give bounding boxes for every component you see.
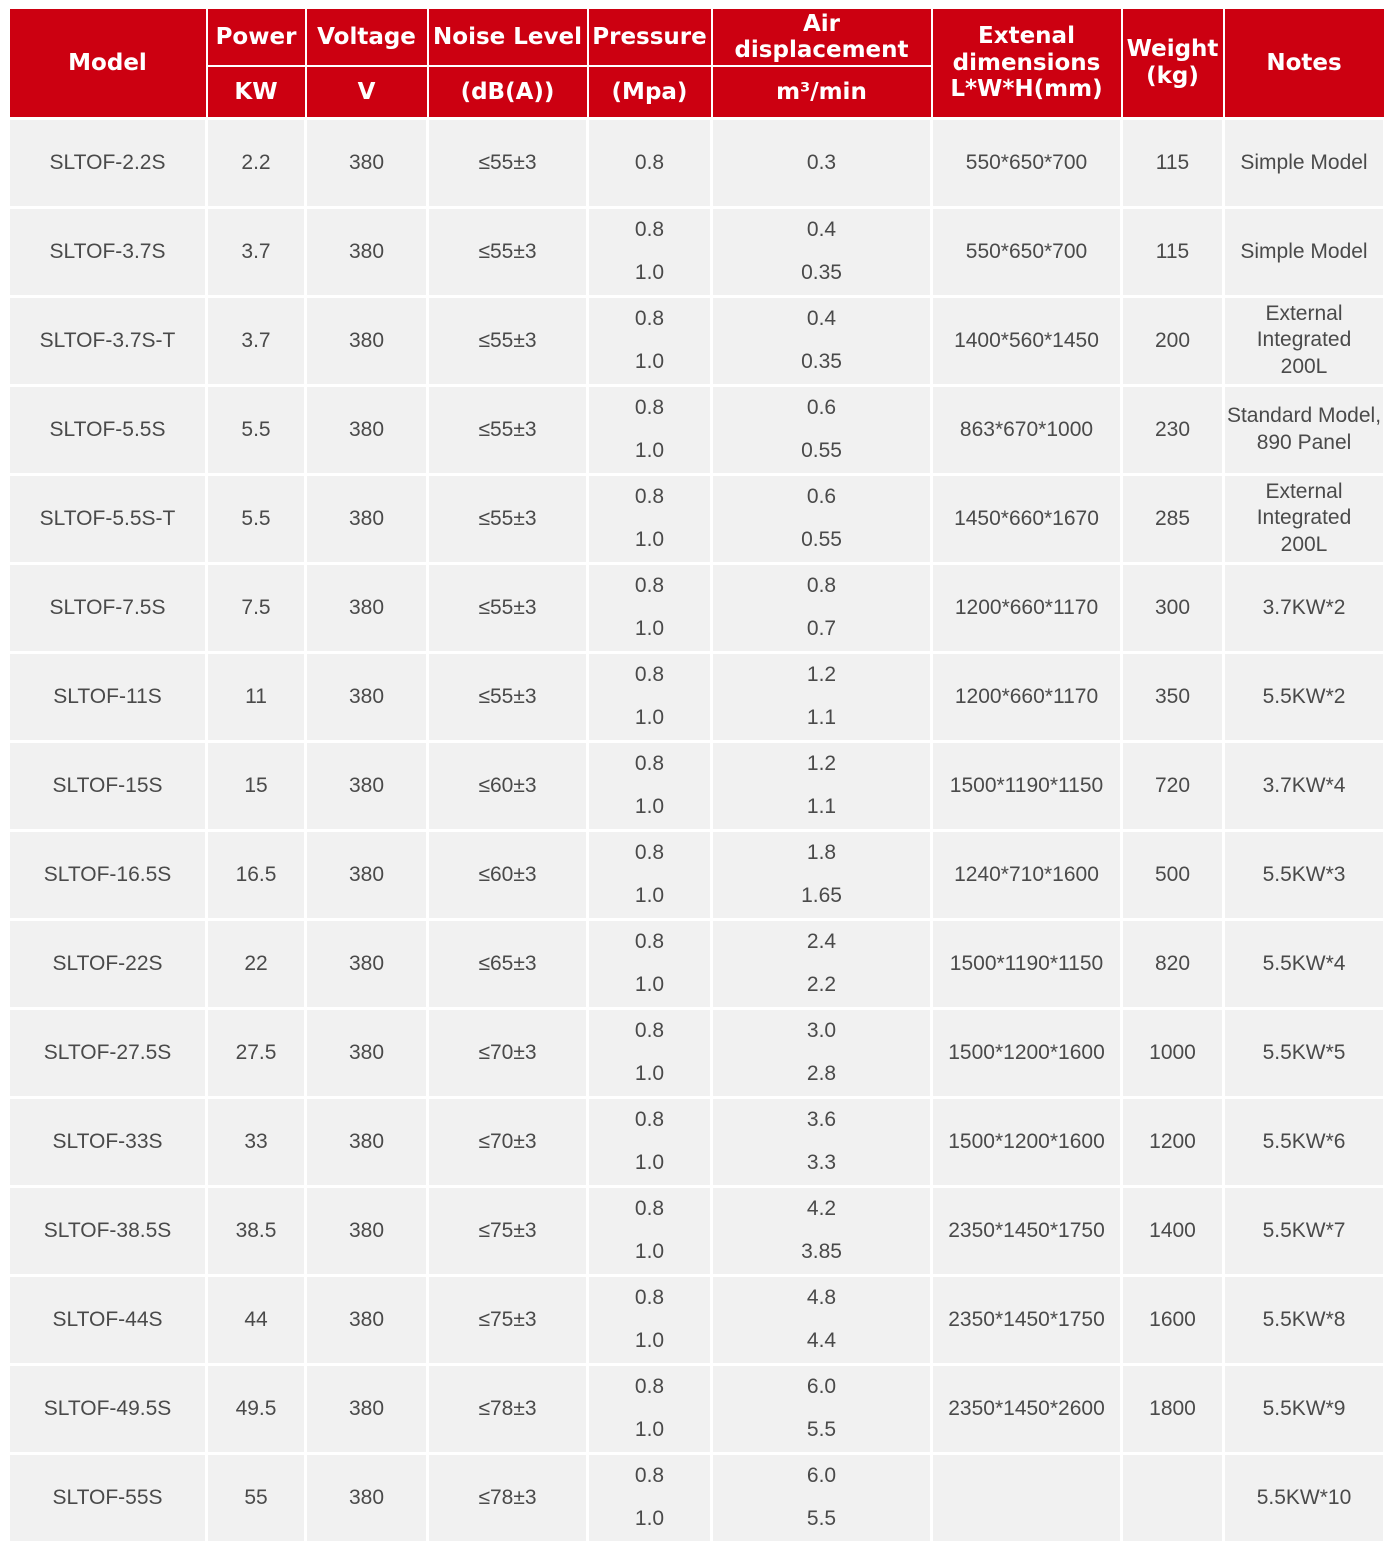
cell-air-value: 0.8 xyxy=(806,574,837,597)
cell-power: 5.5 xyxy=(207,474,306,563)
cell-dims xyxy=(932,1453,1122,1542)
cell-voltage: 380 xyxy=(306,1008,428,1097)
cell-power: 2.2 xyxy=(207,118,306,207)
cell-pressure xyxy=(588,385,712,474)
cell-model: SLTOF-2.2S xyxy=(9,118,207,207)
cell-air-value: 1.2 xyxy=(806,752,837,775)
table-row xyxy=(9,652,1385,741)
cell-air-value: 0.35 xyxy=(801,261,842,284)
cell-air-value: 3.6 xyxy=(806,1108,837,1131)
cell-model: SLTOF-16.5S xyxy=(9,830,207,919)
cell-pressure-value: 0.8 xyxy=(634,307,665,330)
cell-pressure xyxy=(588,563,712,652)
cell-air-value: 4.4 xyxy=(806,1329,837,1352)
table-row xyxy=(9,830,1385,919)
cell-air-value: 1.1 xyxy=(806,706,837,729)
cell-pressure xyxy=(588,741,712,830)
cell-air-value: 6.0 xyxy=(806,1464,837,1487)
cell-dims: 550*650*700 xyxy=(932,118,1122,207)
cell-notes: 5.5KW*5 xyxy=(1224,1008,1385,1097)
cell-air-value: 0.55 xyxy=(801,528,842,551)
cell-pressure-value: 1.0 xyxy=(634,1151,665,1174)
cell-pressure xyxy=(588,652,712,741)
cell-pressure-value: 0.8 xyxy=(634,752,665,775)
cell-pressure xyxy=(588,1275,712,1364)
cell-air xyxy=(712,296,932,385)
cell-notes: 5.5KW*8 xyxy=(1224,1275,1385,1364)
cell-weight: 230 xyxy=(1122,385,1224,474)
cell-voltage: 380 xyxy=(306,652,428,741)
cell-air xyxy=(712,919,932,1008)
cell-notes: 5.5KW*7 xyxy=(1224,1186,1385,1275)
cell-weight: 1400 xyxy=(1122,1186,1224,1275)
cell-noise: ≤55±3 xyxy=(428,296,588,385)
cell-air-value: 2.4 xyxy=(806,930,837,953)
cell-weight: 300 xyxy=(1122,563,1224,652)
cell-pressure-value: 1.0 xyxy=(634,261,665,284)
cell-weight: 115 xyxy=(1122,207,1224,296)
header-air-unit: m³/min xyxy=(712,66,932,118)
cell-pressure-value: 0.8 xyxy=(634,396,665,419)
cell-air-value: 0.6 xyxy=(806,396,837,419)
cell-dims: 550*650*700 xyxy=(932,207,1122,296)
cell-notes: 5.5KW*2 xyxy=(1224,652,1385,741)
cell-noise: ≤75±3 xyxy=(428,1186,588,1275)
header-pressure: Pressure xyxy=(588,8,712,66)
cell-pressure-value: 0.8 xyxy=(634,1197,665,1220)
cell-air xyxy=(712,474,932,563)
cell-dims: 1500*1200*1600 xyxy=(932,1097,1122,1186)
cell-air-value: 0.3 xyxy=(806,150,837,174)
cell-model: SLTOF-15S xyxy=(9,741,207,830)
cell-weight xyxy=(1122,1453,1224,1542)
cell-notes: External Integrated 200L xyxy=(1224,474,1385,563)
cell-air xyxy=(712,118,932,207)
cell-air xyxy=(712,207,932,296)
cell-power: 33 xyxy=(207,1097,306,1186)
spec-table xyxy=(7,7,1386,1544)
table-row xyxy=(9,1364,1385,1453)
table-row xyxy=(9,1186,1385,1275)
cell-pressure-value: 1.0 xyxy=(634,1329,665,1352)
cell-pressure-value: 0.8 xyxy=(634,663,665,686)
cell-pressure-value: 0.8 xyxy=(634,1286,665,1309)
table-row xyxy=(9,563,1385,652)
cell-air-value: 3.0 xyxy=(806,1019,837,1042)
cell-notes: Simple Model xyxy=(1224,207,1385,296)
cell-noise: ≤55±3 xyxy=(428,118,588,207)
cell-model: SLTOF-27.5S xyxy=(9,1008,207,1097)
cell-pressure xyxy=(588,118,712,207)
cell-dims: 1500*1190*1150 xyxy=(932,919,1122,1008)
table-row xyxy=(9,385,1385,474)
cell-pressure-value: 0.8 xyxy=(634,218,665,241)
cell-air xyxy=(712,563,932,652)
cell-pressure-value: 0.8 xyxy=(634,930,665,953)
cell-voltage: 380 xyxy=(306,1186,428,1275)
cell-voltage: 380 xyxy=(306,919,428,1008)
cell-dims: 2350*1450*1750 xyxy=(932,1186,1122,1275)
header-power: Power xyxy=(207,8,306,66)
cell-notes: 5.5KW*3 xyxy=(1224,830,1385,919)
header-model: Model xyxy=(9,8,207,118)
cell-air xyxy=(712,830,932,919)
cell-pressure-value: 1.0 xyxy=(634,439,665,462)
cell-power: 3.7 xyxy=(207,296,306,385)
cell-model: SLTOF-5.5S xyxy=(9,385,207,474)
cell-voltage: 380 xyxy=(306,741,428,830)
cell-notes: External Integrated 200L xyxy=(1224,296,1385,385)
cell-dims: 2350*1450*2600 xyxy=(932,1364,1122,1453)
cell-notes: 5.5KW*9 xyxy=(1224,1364,1385,1453)
cell-weight: 1600 xyxy=(1122,1275,1224,1364)
cell-pressure-value: 0.8 xyxy=(634,1464,665,1487)
cell-air-value: 2.2 xyxy=(806,973,837,996)
cell-pressure-value: 1.0 xyxy=(634,973,665,996)
header-air: Air displacement xyxy=(712,8,932,66)
cell-air-value: 6.0 xyxy=(806,1375,837,1398)
cell-dims: 1400*560*1450 xyxy=(932,296,1122,385)
cell-dims: 1500*1190*1150 xyxy=(932,741,1122,830)
table-row xyxy=(9,118,1385,207)
cell-model: SLTOF-5.5S-T xyxy=(9,474,207,563)
table-row xyxy=(9,741,1385,830)
cell-voltage: 380 xyxy=(306,296,428,385)
cell-pressure-value: 1.0 xyxy=(634,1240,665,1263)
cell-power: 11 xyxy=(207,652,306,741)
cell-power: 5.5 xyxy=(207,385,306,474)
cell-notes: 3.7KW*4 xyxy=(1224,741,1385,830)
cell-weight: 1200 xyxy=(1122,1097,1224,1186)
cell-voltage: 380 xyxy=(306,1364,428,1453)
cell-pressure-value: 0.8 xyxy=(634,841,665,864)
cell-power: 49.5 xyxy=(207,1364,306,1453)
cell-power: 15 xyxy=(207,741,306,830)
cell-notes: Simple Model xyxy=(1224,118,1385,207)
cell-model: SLTOF-3.7S-T xyxy=(9,296,207,385)
cell-pressure-value: 0.8 xyxy=(634,1375,665,1398)
cell-air xyxy=(712,1453,932,1542)
cell-air-value: 1.65 xyxy=(801,884,842,907)
cell-air xyxy=(712,1275,932,1364)
table-row xyxy=(9,474,1385,563)
cell-pressure-value: 1.0 xyxy=(634,884,665,907)
cell-weight: 200 xyxy=(1122,296,1224,385)
header-voltage: Voltage xyxy=(306,8,428,66)
cell-air-value: 5.5 xyxy=(806,1507,837,1530)
cell-air-value: 0.4 xyxy=(806,307,837,330)
cell-pressure-value: 1.0 xyxy=(634,528,665,551)
cell-pressure xyxy=(588,296,712,385)
cell-noise: ≤70±3 xyxy=(428,1008,588,1097)
table-row xyxy=(9,1453,1385,1542)
cell-pressure xyxy=(588,830,712,919)
cell-power: 7.5 xyxy=(207,563,306,652)
cell-model: SLTOF-11S xyxy=(9,652,207,741)
header-noise: Noise Level xyxy=(428,8,588,66)
cell-model: SLTOF-55S xyxy=(9,1453,207,1542)
cell-air-value: 0.7 xyxy=(806,617,837,640)
cell-weight: 285 xyxy=(1122,474,1224,563)
cell-dims: 1450*660*1670 xyxy=(932,474,1122,563)
header-power-unit: KW xyxy=(207,66,306,118)
header-pressure-unit: (Mpa) xyxy=(588,66,712,118)
cell-noise: ≤55±3 xyxy=(428,474,588,563)
cell-model: SLTOF-38.5S xyxy=(9,1186,207,1275)
cell-air-value: 0.55 xyxy=(801,439,842,462)
cell-pressure xyxy=(588,919,712,1008)
cell-pressure xyxy=(588,1097,712,1186)
table-row xyxy=(9,1008,1385,1097)
cell-air xyxy=(712,741,932,830)
cell-pressure-value: 0.8 xyxy=(634,1108,665,1131)
cell-power: 44 xyxy=(207,1275,306,1364)
cell-air xyxy=(712,1186,932,1275)
table-row xyxy=(9,207,1385,296)
cell-model: SLTOF-49.5S xyxy=(9,1364,207,1453)
cell-notes: 5.5KW*4 xyxy=(1224,919,1385,1008)
cell-air-value: 1.2 xyxy=(806,663,837,686)
cell-noise: ≤78±3 xyxy=(428,1453,588,1542)
cell-air xyxy=(712,1008,932,1097)
cell-pressure-value: 1.0 xyxy=(634,795,665,818)
table-row xyxy=(9,296,1385,385)
cell-pressure-value: 1.0 xyxy=(634,706,665,729)
cell-air xyxy=(712,1364,932,1453)
cell-pressure-value: 0.8 xyxy=(634,485,665,508)
cell-power: 55 xyxy=(207,1453,306,1542)
cell-pressure-value: 1.0 xyxy=(634,1418,665,1441)
cell-weight: 820 xyxy=(1122,919,1224,1008)
cell-air xyxy=(712,385,932,474)
cell-voltage: 380 xyxy=(306,118,428,207)
cell-model: SLTOF-7.5S xyxy=(9,563,207,652)
cell-dims: 1200*660*1170 xyxy=(932,652,1122,741)
cell-air-value: 3.3 xyxy=(806,1151,837,1174)
cell-weight: 1800 xyxy=(1122,1364,1224,1453)
cell-power: 16.5 xyxy=(207,830,306,919)
cell-model: SLTOF-44S xyxy=(9,1275,207,1364)
table-row xyxy=(9,1097,1385,1186)
cell-air xyxy=(712,652,932,741)
cell-pressure-value: 0.8 xyxy=(634,150,665,174)
cell-noise: ≤55±3 xyxy=(428,563,588,652)
cell-notes: 5.5KW*10 xyxy=(1224,1453,1385,1542)
cell-air-value: 1.8 xyxy=(806,841,837,864)
table-row xyxy=(9,1275,1385,1364)
cell-notes: Standard Model, 890 Panel xyxy=(1224,385,1385,474)
header-voltage-unit: V xyxy=(306,66,428,118)
cell-pressure-value: 1.0 xyxy=(634,350,665,373)
cell-pressure-value: 1.0 xyxy=(634,1062,665,1085)
cell-air-value: 4.8 xyxy=(806,1286,837,1309)
cell-air-value: 0.4 xyxy=(806,218,837,241)
cell-noise: ≤75±3 xyxy=(428,1275,588,1364)
header-dims: Extenal dimensions L*W*H(mm) xyxy=(932,8,1122,118)
cell-pressure-value: 0.8 xyxy=(634,1019,665,1042)
cell-air xyxy=(712,1097,932,1186)
cell-noise: ≤55±3 xyxy=(428,385,588,474)
cell-noise: ≤60±3 xyxy=(428,830,588,919)
cell-voltage: 380 xyxy=(306,474,428,563)
cell-dims: 1240*710*1600 xyxy=(932,830,1122,919)
cell-weight: 720 xyxy=(1122,741,1224,830)
cell-noise: ≤78±3 xyxy=(428,1364,588,1453)
header-noise-unit: (dB(A)) xyxy=(428,66,588,118)
cell-voltage: 380 xyxy=(306,563,428,652)
cell-power: 3.7 xyxy=(207,207,306,296)
header-notes: Notes xyxy=(1224,8,1385,118)
cell-weight: 350 xyxy=(1122,652,1224,741)
cell-notes: 3.7KW*2 xyxy=(1224,563,1385,652)
cell-model: SLTOF-3.7S xyxy=(9,207,207,296)
table-row xyxy=(9,919,1385,1008)
cell-weight: 500 xyxy=(1122,830,1224,919)
cell-power: 27.5 xyxy=(207,1008,306,1097)
cell-noise: ≤65±3 xyxy=(428,919,588,1008)
cell-noise: ≤55±3 xyxy=(428,652,588,741)
cell-dims: 2350*1450*1750 xyxy=(932,1275,1122,1364)
cell-power: 22 xyxy=(207,919,306,1008)
cell-pressure xyxy=(588,1453,712,1542)
cell-dims: 1200*660*1170 xyxy=(932,563,1122,652)
cell-pressure xyxy=(588,1186,712,1275)
cell-air-value: 5.5 xyxy=(806,1418,837,1441)
cell-pressure xyxy=(588,1008,712,1097)
cell-model: SLTOF-22S xyxy=(9,919,207,1008)
cell-voltage: 380 xyxy=(306,207,428,296)
cell-air-value: 1.1 xyxy=(806,795,837,818)
cell-power: 38.5 xyxy=(207,1186,306,1275)
cell-voltage: 380 xyxy=(306,385,428,474)
cell-air-value: 0.6 xyxy=(806,485,837,508)
cell-pressure xyxy=(588,1364,712,1453)
cell-noise: ≤70±3 xyxy=(428,1097,588,1186)
cell-notes: 5.5KW*6 xyxy=(1224,1097,1385,1186)
cell-noise: ≤60±3 xyxy=(428,741,588,830)
cell-model: SLTOF-33S xyxy=(9,1097,207,1186)
cell-weight: 1000 xyxy=(1122,1008,1224,1097)
spec-body xyxy=(9,118,1385,1542)
cell-pressure-value: 1.0 xyxy=(634,1507,665,1530)
cell-pressure xyxy=(588,207,712,296)
cell-voltage: 380 xyxy=(306,1275,428,1364)
cell-air-value: 3.85 xyxy=(801,1240,842,1263)
header-weight: Weight (kg) xyxy=(1122,8,1224,118)
cell-voltage: 380 xyxy=(306,830,428,919)
cell-pressure xyxy=(588,474,712,563)
cell-voltage: 380 xyxy=(306,1097,428,1186)
cell-weight: 115 xyxy=(1122,118,1224,207)
cell-dims: 1500*1200*1600 xyxy=(932,1008,1122,1097)
cell-air-value: 4.2 xyxy=(806,1197,837,1220)
cell-air-value: 2.8 xyxy=(806,1062,837,1085)
cell-pressure-value: 0.8 xyxy=(634,574,665,597)
cell-noise: ≤55±3 xyxy=(428,207,588,296)
cell-voltage: 380 xyxy=(306,1453,428,1542)
cell-dims: 863*670*1000 xyxy=(932,385,1122,474)
cell-pressure-value: 1.0 xyxy=(634,617,665,640)
cell-air-value: 0.35 xyxy=(801,350,842,373)
